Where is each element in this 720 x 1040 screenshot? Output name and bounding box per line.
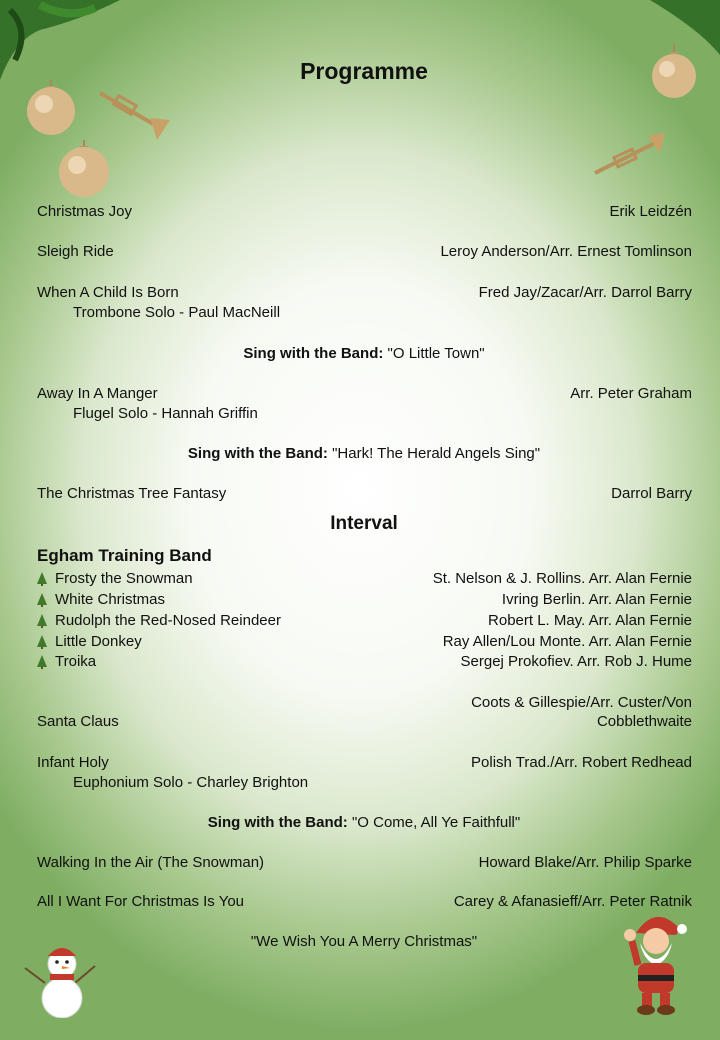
soloist: Flugel Solo - Hannah Griffin [73, 405, 258, 422]
composer: Carey & Afanasieff/Arr. Peter Ratnik [453, 893, 692, 910]
list-item [37, 590, 692, 610]
tree-bullet-icon [37, 655, 47, 669]
piece-title: Christmas Joy [37, 203, 133, 220]
composer: Leroy Anderson/Arr. Ernest Tomlinson [440, 243, 692, 260]
piece-title: Frosty the Snowman [55, 570, 193, 587]
programme-item [37, 892, 692, 912]
sing-with-band-1 [0, 344, 720, 364]
programme-item [37, 753, 692, 773]
programme-item [37, 853, 692, 873]
piece-title: Sleigh Ride [37, 243, 114, 260]
composer: St. Nelson & J. Rollins. Arr. Alan Fernie [432, 570, 692, 587]
programme-item [37, 202, 692, 222]
composer: Coots & Gillespie/Arr. Custer/Von [471, 694, 692, 711]
tree-bullet-icon [37, 614, 47, 628]
piece-title: Santa Claus [37, 713, 119, 730]
tree-bullet-icon [37, 635, 47, 649]
sing-song: "Hark! The Herald Angels Sing" [332, 445, 541, 462]
composer: Polish Trad./Arr. Robert Redhead [471, 754, 692, 771]
composer: Sergej Prokofiev. Arr. Rob J. Hume [460, 653, 692, 670]
list-item [37, 632, 692, 652]
sing-label: Sing with the Band: [243, 345, 384, 362]
sing-song: "O Come, All Ye Faithfull" [351, 814, 521, 831]
programme-item [37, 242, 692, 262]
piece-title: Troika [55, 653, 97, 670]
sing-song: "O Little Town" [387, 345, 485, 362]
composer: Robert L. May. Arr. Alan Fernie [488, 612, 692, 629]
interval-heading: Interval [330, 513, 398, 534]
ornament-ball-1-icon [24, 80, 78, 136]
piece-title: Little Donkey [55, 633, 142, 650]
piece-title: White Christmas [55, 591, 166, 608]
tree-bullet-icon [37, 572, 47, 586]
piece-title: Walking In the Air (The Snowman) [37, 854, 265, 871]
list-item [37, 569, 692, 589]
sing-with-band-3 [0, 813, 720, 833]
composer: Cobblethwaite [596, 713, 692, 730]
sing-with-band-2 [0, 444, 720, 464]
piece-title: The Christmas Tree Fantasy [37, 485, 227, 502]
trumpet-left-icon [95, 85, 175, 145]
piece-title: When A Child Is Born [37, 284, 179, 301]
composer: Ray Allen/Lou Monte. Arr. Alan Fernie [442, 633, 692, 650]
composer: Fred Jay/Zacar/Arr. Darrol Barry [478, 284, 692, 301]
composer: Erik Leidzén [609, 203, 692, 220]
list-item [37, 611, 692, 631]
composer: Ivring Berlin. Arr. Alan Fernie [501, 591, 692, 608]
programme-item [37, 283, 692, 303]
programme-item [37, 712, 692, 732]
tree-bullet-icon [37, 593, 47, 607]
piece-title: Away In A Manger [37, 385, 158, 402]
piece-title: Rudolph the Red-Nosed Reindeer [55, 612, 281, 629]
page-title: Programme [300, 58, 428, 84]
list-item [37, 652, 692, 672]
finale: "We Wish You A Merry Christmas" [250, 933, 478, 950]
composer: Darrol Barry [611, 485, 692, 502]
piece-title: All I Want For Christmas Is You [37, 893, 245, 910]
santa-claus-icon [618, 905, 694, 1017]
programme-item [37, 384, 692, 404]
piece-title: Infant Holy [37, 754, 109, 771]
trumpet-right-icon [590, 128, 670, 188]
sing-label: Sing with the Band: [207, 814, 348, 831]
programme-item [37, 693, 692, 713]
composer: Arr. Peter Graham [570, 385, 692, 402]
composer: Howard Blake/Arr. Philip Sparke [478, 854, 692, 871]
training-band-heading: Egham Training Band [37, 546, 212, 565]
ornament-ball-2-icon [57, 140, 111, 198]
soloist: Trombone Solo - Paul MacNeill [73, 304, 281, 321]
sing-label: Sing with the Band: [187, 445, 328, 462]
soloist: Euphonium Solo - Charley Brighton [73, 774, 309, 791]
programme-item [37, 484, 692, 504]
